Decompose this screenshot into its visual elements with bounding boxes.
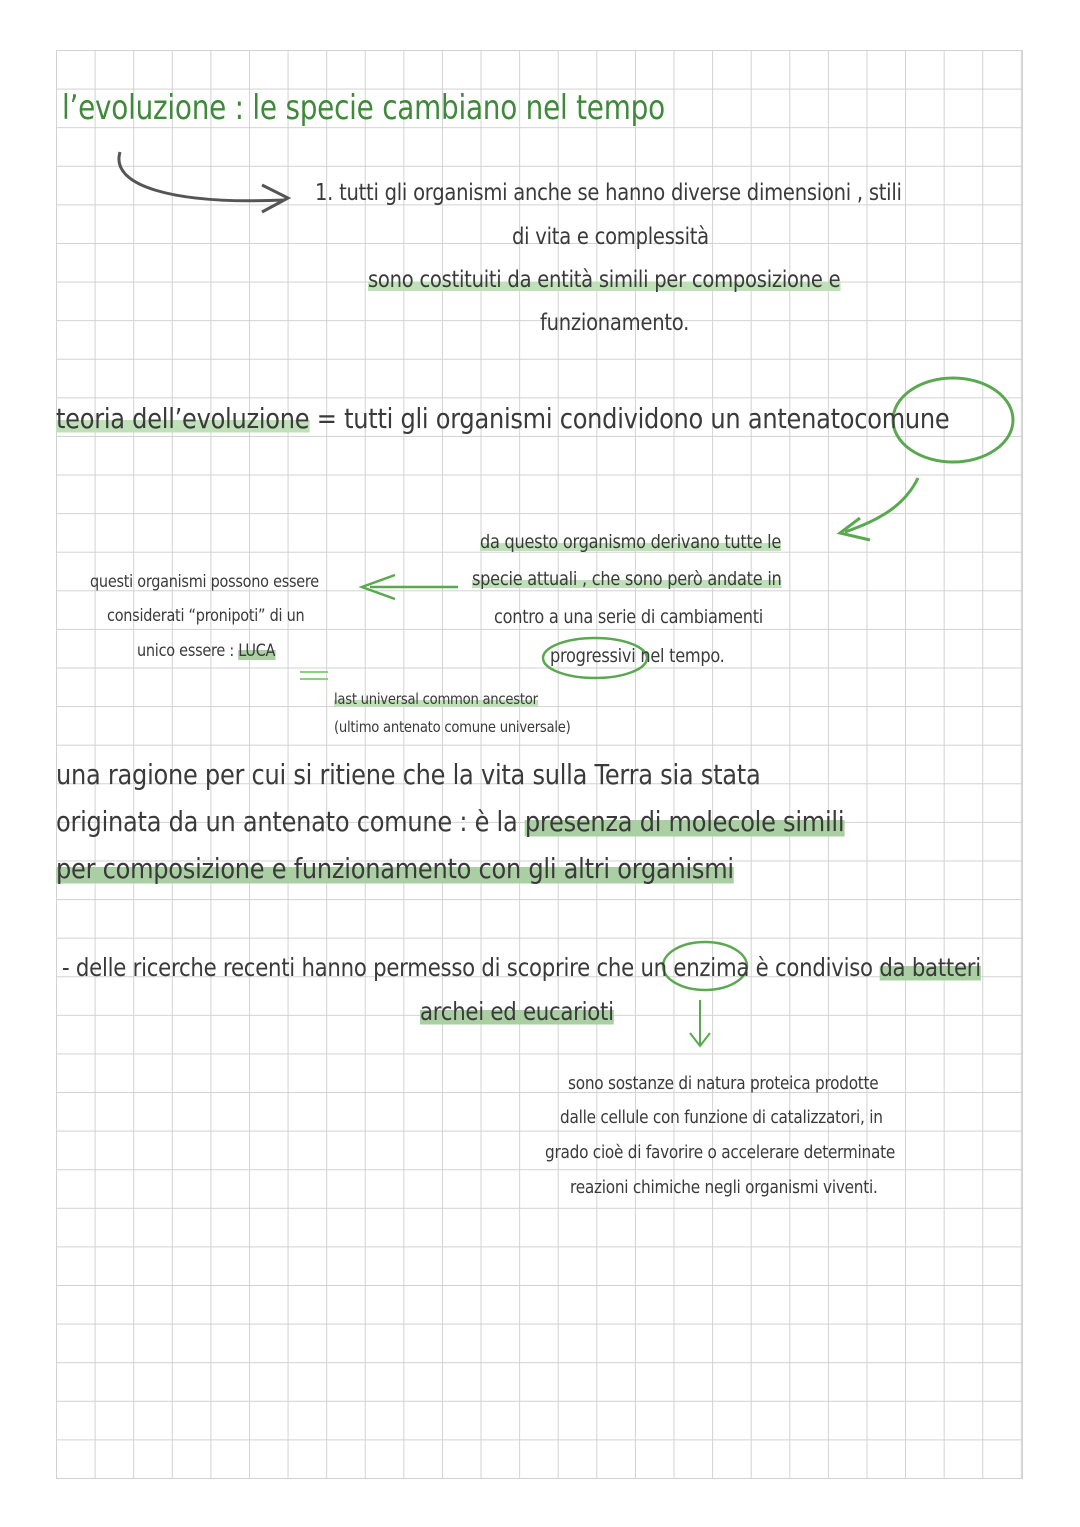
luca-line1: questi organismi possono essere xyxy=(90,572,319,592)
enzyme-def-line1: sono sostanze di natura proteica prodotte xyxy=(568,1073,879,1094)
reason-highlight: presenza di molecole simili xyxy=(524,805,845,838)
theory-term: teoria dell’evoluzione xyxy=(56,402,310,435)
luca-line3 xyxy=(137,641,275,661)
luca-expansion-en: last universal common ancestor xyxy=(334,690,538,708)
derived-line2: specie attuali , che sono però andate in xyxy=(472,568,782,590)
research-line1 xyxy=(62,953,981,982)
reason-line1: una ragione per cui si ritiene che la vita sulla Terra sia stata xyxy=(56,758,761,791)
luca-line2: considerati “pronipoti” di un xyxy=(107,606,305,626)
derived-line4 xyxy=(550,645,725,667)
enzyme-def-line3: grado cioè di favorire o accelerare determinate xyxy=(545,1142,896,1163)
reason-line3: per composizione e funzionamento con gli altri organismi xyxy=(56,852,734,885)
theory-definition: tutti gli organismi condividono un antenato xyxy=(344,402,855,435)
page-title: l’evoluzione : le specie cambiano nel tempo xyxy=(62,88,665,128)
derived-circled-word: progressivi xyxy=(550,645,636,667)
research-highlight: da batteri xyxy=(879,953,981,982)
research-circled-word: enzima xyxy=(673,953,750,982)
research-line1b: è condiviso xyxy=(755,953,873,982)
derived-line1: da questo organismo derivano tutte le xyxy=(480,531,782,553)
luca-intro: unico essere : xyxy=(137,641,234,661)
luca-expansion-it: (ultimo antenato comune universale) xyxy=(334,718,571,736)
derived-line4-rest: nel tempo. xyxy=(640,645,725,667)
luca-acronym: LUCA xyxy=(238,641,276,661)
theory-sentence xyxy=(56,402,949,435)
enzyme-def-line2: dalle cellule con funzione di catalizzatori, in xyxy=(560,1107,883,1128)
derived-line3: contro a una serie di cambiamenti xyxy=(494,606,764,628)
research-line1a: - delle ricerche recenti hanno permesso di scoprire che un xyxy=(62,953,667,982)
enzyme-def-line4: reazioni chimiche negli organismi viventi. xyxy=(570,1177,878,1198)
theory-circled-word: comune xyxy=(854,402,950,435)
point1-line2: di vita e complessità xyxy=(512,224,709,250)
point1-line3: sono costituiti da entità simili per composizione e xyxy=(368,267,841,293)
reason-line2 xyxy=(56,805,844,838)
point1-line1: 1. tutti gli organismi anche se hanno diverse dimensioni , stili xyxy=(315,180,902,206)
reason-line2a: originata da un antenato comune : è la xyxy=(56,805,518,838)
theory-equals: = xyxy=(316,402,337,435)
research-line2: archei ed eucarioti xyxy=(420,997,614,1026)
point1-line4: funzionamento. xyxy=(540,310,690,336)
